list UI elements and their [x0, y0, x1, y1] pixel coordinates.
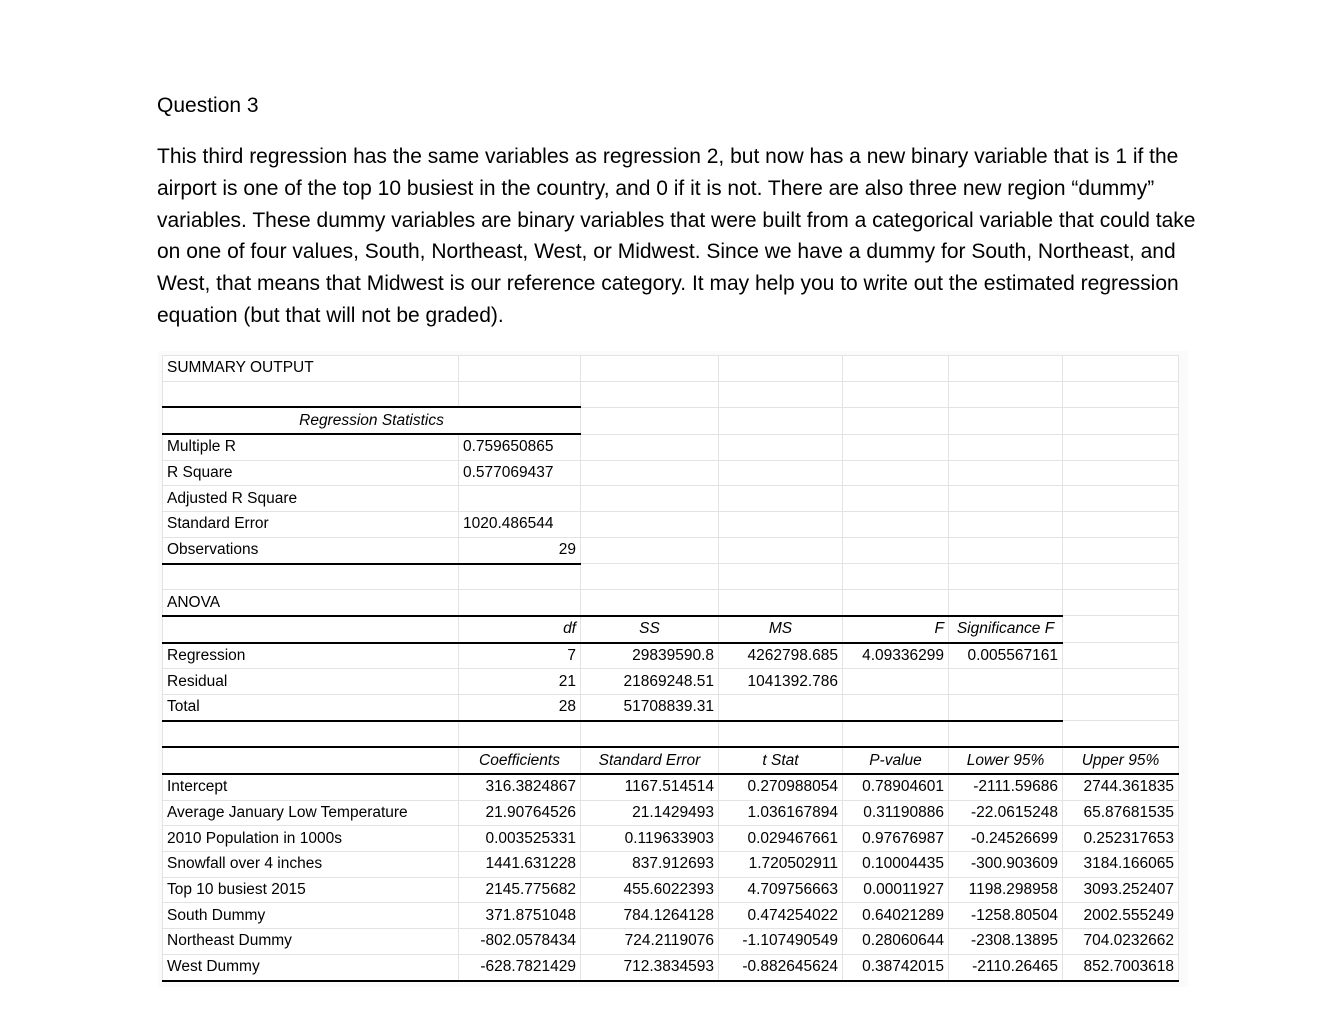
- coef-lower: -1258.80504: [949, 903, 1063, 929]
- coef-value: -802.0578434: [459, 929, 581, 955]
- coef-label: Average January Low Temperature: [163, 800, 459, 826]
- table-row: [163, 877, 1179, 903]
- table-row: [163, 929, 1179, 955]
- column-header: df: [459, 616, 581, 643]
- coef-label: Top 10 busiest 2015: [163, 877, 459, 903]
- column-header: Upper 95%: [1063, 747, 1179, 774]
- table-row: [163, 826, 1179, 852]
- coef-lower: -0.24526699: [949, 826, 1063, 852]
- column-header: SS: [581, 616, 719, 643]
- coef-lower: -2308.13895: [949, 929, 1063, 955]
- coef-label: Intercept: [163, 774, 459, 800]
- anova-ss: 21869248.51: [581, 669, 719, 695]
- coef-label: 2010 Population in 1000s: [163, 826, 459, 852]
- table-row: [163, 903, 1179, 929]
- anova-label: Residual: [163, 669, 459, 695]
- coef-upper: 704.0232662: [1063, 929, 1179, 955]
- table-row: [163, 643, 1179, 669]
- coefficients-header-row: [163, 747, 1179, 774]
- coef-value: 2145.775682: [459, 877, 581, 903]
- coef-se: 724.2119076: [581, 929, 719, 955]
- anova-ms: 1041392.786: [719, 669, 843, 695]
- anova-label: Regression: [163, 643, 459, 669]
- coef-p: 0.97676987: [843, 826, 949, 852]
- coef-se: 784.1264128: [581, 903, 719, 929]
- summary-title: SUMMARY OUTPUT: [163, 356, 459, 382]
- coef-value: 316.3824867: [459, 774, 581, 800]
- coef-t: 0.474254022: [719, 903, 843, 929]
- coef-t: -0.882645624: [719, 954, 843, 980]
- coef-upper: 2002.555249: [1063, 903, 1179, 929]
- coef-t: 4.709756663: [719, 877, 843, 903]
- summary-title-row: [163, 356, 1179, 382]
- coef-upper: 2744.361835: [1063, 774, 1179, 800]
- coef-label: West Dummy: [163, 954, 459, 980]
- coef-upper: 0.252317653: [1063, 826, 1179, 852]
- column-header: Coefficients: [459, 747, 581, 774]
- anova-significance: [949, 669, 1063, 695]
- table-row: [163, 512, 1179, 538]
- summary-output-table: [162, 355, 1179, 982]
- coef-se: 0.119633903: [581, 826, 719, 852]
- anova-df: 28: [459, 694, 581, 720]
- coef-label: Snowfall over 4 inches: [163, 852, 459, 878]
- column-header: Standard Error: [581, 747, 719, 774]
- stat-value: 29: [459, 537, 581, 563]
- coef-se: 455.6022393: [581, 877, 719, 903]
- anova-ss: 51708839.31: [581, 694, 719, 720]
- column-header: F: [843, 616, 949, 643]
- table-row: [163, 537, 1179, 563]
- coef-upper: 3184.166065: [1063, 852, 1179, 878]
- coef-value: -628.7821429: [459, 954, 581, 980]
- anova-f: [843, 694, 949, 720]
- stat-value: 0.577069437: [459, 460, 581, 486]
- coef-lower: -22.0615248: [949, 800, 1063, 826]
- regression-statistics-header: Regression Statistics: [163, 407, 581, 434]
- stat-label: Observations: [163, 537, 459, 563]
- anova-f: [843, 669, 949, 695]
- stat-label: Adjusted R Square: [163, 486, 459, 512]
- table-row: [163, 954, 1179, 980]
- coef-lower: -2111.59686: [949, 774, 1063, 800]
- coef-p: 0.38742015: [843, 954, 949, 980]
- column-header: P-value: [843, 747, 949, 774]
- table-row: [163, 669, 1179, 695]
- coef-p: 0.28060644: [843, 929, 949, 955]
- column-header: t Stat: [719, 747, 843, 774]
- regression-statistics-header-row: [163, 407, 1179, 434]
- coef-p: 0.78904601: [843, 774, 949, 800]
- question-title: Question 3: [157, 94, 259, 117]
- stat-label: Standard Error: [163, 512, 459, 538]
- coef-p: 0.10004435: [843, 852, 949, 878]
- anova-significance: 0.005567161: [949, 643, 1063, 669]
- coef-se: 712.3834593: [581, 954, 719, 980]
- table-row: [163, 800, 1179, 826]
- anova-ss: 29839590.8: [581, 643, 719, 669]
- coef-upper: 852.7003618: [1063, 954, 1179, 980]
- coef-value: 1441.631228: [459, 852, 581, 878]
- coef-se: 1167.514514: [581, 774, 719, 800]
- table-row: [163, 460, 1179, 486]
- coef-p: 0.64021289: [843, 903, 949, 929]
- coef-upper: 3093.252407: [1063, 877, 1179, 903]
- anova-df: 21: [459, 669, 581, 695]
- column-header: Lower 95%: [949, 747, 1063, 774]
- stat-value: 1020.486544: [459, 512, 581, 538]
- anova-label: Total: [163, 694, 459, 720]
- anova-header-row: [163, 616, 1179, 643]
- stat-label: R Square: [163, 460, 459, 486]
- table-row: [163, 774, 1179, 800]
- stat-value: 0.759650865: [459, 434, 581, 460]
- coef-t: 1.036167894: [719, 800, 843, 826]
- coef-t: 1.720502911: [719, 852, 843, 878]
- column-header: MS: [719, 616, 843, 643]
- coef-value: 21.90764526: [459, 800, 581, 826]
- coef-se: 837.912693: [581, 852, 719, 878]
- coef-value: 371.8751048: [459, 903, 581, 929]
- coef-t: 0.270988054: [719, 774, 843, 800]
- table-row: [163, 486, 1179, 512]
- stat-label: Multiple R: [163, 434, 459, 460]
- coef-lower: -300.903609: [949, 852, 1063, 878]
- question-body: This third regression has the same variables as regression 2, but now has a new binary variable that is 1 if the airport is one of the top 10 busiest in the country, and 0 if it is not. There are also three new region “dummy” variables. These dummy variables are binary variables that were built from a categorical variable that could take on one of four values, South, Northeast, West, or Midwest. Since we have a dummy for South, Northeast, and West, that means that Midwest is our reference category. It may help you to write out the estimated regression equation (but that will not be graded).: [157, 145, 1196, 327]
- coef-se: 21.1429493: [581, 800, 719, 826]
- coef-lower: -2110.26465: [949, 954, 1063, 980]
- anova-f: 4.09336299: [843, 643, 949, 669]
- anova-significance: [949, 694, 1063, 720]
- anova-title: ANOVA: [163, 590, 459, 616]
- coef-p: 0.00011927: [843, 877, 949, 903]
- coef-t: -1.107490549: [719, 929, 843, 955]
- anova-ms: [719, 694, 843, 720]
- anova-title-row: [163, 590, 1179, 616]
- column-header: Significance F: [949, 616, 1063, 643]
- anova-df: 7: [459, 643, 581, 669]
- anova-ms: 4262798.685: [719, 643, 843, 669]
- stat-value: [459, 486, 581, 512]
- table-row: [163, 852, 1179, 878]
- coef-p: 0.31190886: [843, 800, 949, 826]
- coef-lower: 1198.298958: [949, 877, 1063, 903]
- table-row: [163, 694, 1179, 720]
- coef-value: 0.003525331: [459, 826, 581, 852]
- coef-upper: 65.87681535: [1063, 800, 1179, 826]
- coef-t: 0.029467661: [719, 826, 843, 852]
- table-row: [163, 434, 1179, 460]
- coef-label: South Dummy: [163, 903, 459, 929]
- coef-label: Northeast Dummy: [163, 929, 459, 955]
